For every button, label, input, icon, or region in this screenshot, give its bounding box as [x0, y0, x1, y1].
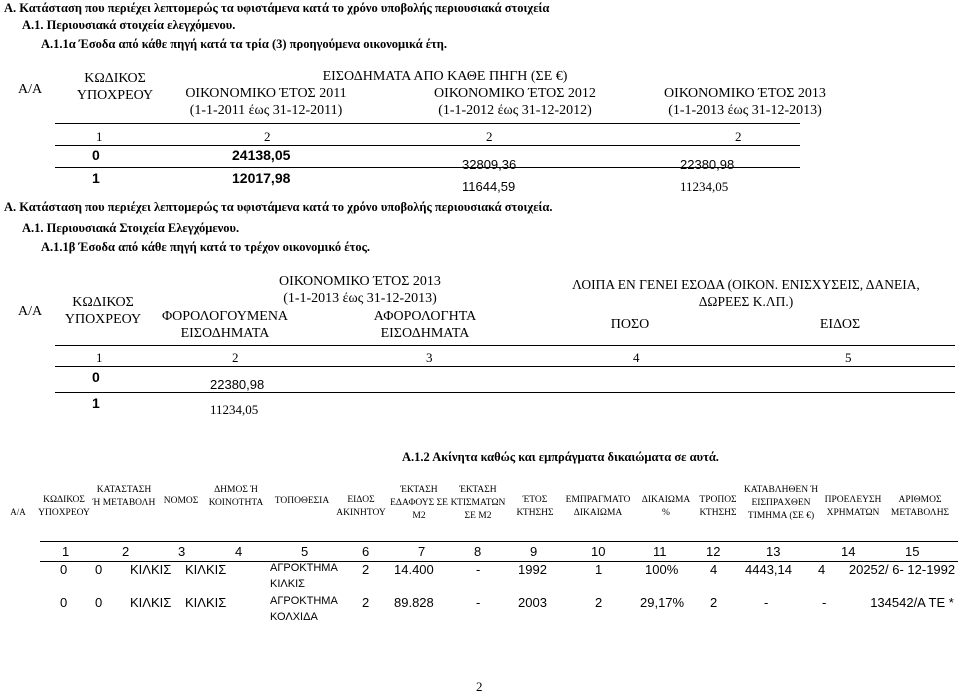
- t2-row-rule: [55, 366, 955, 367]
- t3-row1-land-area: 89.828: [394, 595, 434, 610]
- t3-row0-percent: 100%: [645, 562, 679, 577]
- t3-colnum: 8: [474, 544, 482, 559]
- t3-colnum: 10: [591, 544, 606, 559]
- t1-header-2013-line2: (1-1-2013 έως 31-12-2013): [668, 103, 822, 118]
- t1-row1-2013: 11234,05: [680, 179, 729, 194]
- t1-header-2011-line2: (1-1-2011 έως 31-12-2011): [189, 103, 343, 118]
- t3-colnum: 6: [362, 544, 370, 559]
- t2-header-other-line2: ΔΩΡΕΕΣ Κ.ΛΠ.): [698, 294, 794, 309]
- t3-header-location: ΤΟΠΟΘΕΣΙΑ: [274, 496, 330, 506]
- t2-header-code-line2: ΥΠΟΧΡΕΟΥ: [64, 312, 142, 327]
- t1-row-rule: [55, 167, 800, 168]
- t3-row1-year: 2003: [518, 595, 547, 610]
- t2-header-taxed-line2: ΕΙΣΟΔΗΜΑΤΑ: [180, 326, 270, 341]
- t2-header-aa: Α/Α: [18, 304, 43, 319]
- t1-group-header: ΕΙΣΟΔΗΜΑΤΑ ΑΠΟ ΚΑΘΕ ΠΗΓΗ (ΣΕ €): [322, 69, 568, 84]
- t3-row0-land-area: 14.400: [394, 562, 434, 577]
- t1-row1-2011: 12017,98: [232, 170, 291, 186]
- t3-row0-origin: 4: [818, 562, 826, 577]
- t2-header-code-line1: ΚΩΔΙΚΟΣ: [72, 295, 134, 310]
- t1-row0-2011: 24138,05: [232, 147, 291, 163]
- t3-colnum: 5: [301, 544, 309, 559]
- t3-row0-location: ΑΓΡΟΚΤΗΜΑ ΚΙΛΚΙΣ: [270, 562, 338, 590]
- t3-row0-type: 2: [362, 562, 370, 577]
- t1-header-2012-line1: ΟΙΚΟΝΟΜΙΚΟ ΈΤΟΣ 2012: [434, 86, 596, 101]
- t3-row1-change-number: 134542/Α ΤΕ *: [870, 595, 954, 610]
- section2-subtitle: Α.1. Περιουσιακά Στοιχεία Ελεγχόμενου.: [22, 221, 240, 235]
- t2-header-other-line1: ΛΟΙΠΑ ΕΝ ΓΕΝΕΙ ΕΣΟΔΑ (ΟΙΚΟΝ. ΕΝΙΣΧΥΣΕΙΣ, ΔΑΝΕΙΑ,: [572, 277, 920, 292]
- t1-colnum: 2: [486, 129, 493, 144]
- t1-row1-code: 1: [92, 170, 100, 186]
- t2-row0-taxed: 22380,98: [210, 377, 265, 392]
- t2-colnum: 3: [426, 350, 433, 365]
- t2-colnum: 4: [633, 350, 640, 365]
- t1-row1-2012: 11644,59: [462, 179, 516, 194]
- t3-header-building-area: ΈΚΤΑΣΗ ΚΤΙΣΜΑΤΩΝ ΣΕ Μ2: [450, 485, 506, 521]
- t3-row0-building-area: -: [476, 562, 481, 577]
- t1-row0-2012: 32809,36: [462, 157, 517, 172]
- t3-header-year: ΈΤΟΣ ΚΤΗΣΗΣ: [516, 495, 554, 518]
- t3-row1-type: 2: [362, 595, 370, 610]
- t3-header-municipality: ΔΗΜΟΣ Ή ΚΟΙΝΟΤΗΤΑ: [208, 485, 264, 508]
- t3-row1-building-area: -: [476, 595, 481, 610]
- t3-row1-percent: 29,17%: [640, 595, 685, 610]
- t3-row0-aa: 0: [60, 562, 68, 577]
- t1-header-2012-line2: (1-1-2012 έως 31-12-2012): [438, 103, 592, 118]
- t2-header-year-line2: (1-1-2013 έως 31-12-2013): [283, 291, 437, 306]
- t3-header-code: ΚΩΔΙΚΟΣ ΥΠΟΧΡΕΟΥ: [38, 495, 90, 518]
- t2-header-taxed-line1: ΦΟΡΟΛΟΓΟΥΜΕΝΑ: [161, 309, 289, 324]
- t3-row0-right: 1: [595, 562, 603, 577]
- t3-colnum: 1: [62, 544, 70, 559]
- t1-row-rule: [55, 145, 800, 146]
- t1-header-code-line1: ΚΩΔΙΚΟΣ: [84, 71, 146, 86]
- t3-row0-acquisition: 4: [710, 562, 718, 577]
- t1-row0-code: 0: [92, 147, 100, 163]
- t3-row1-code: 0: [95, 595, 103, 610]
- t1-row0-2013: 22380,98: [680, 157, 735, 172]
- t2-colnum: 1: [96, 350, 103, 365]
- t2-row-rule: [55, 392, 955, 393]
- t1-colnum: 1: [96, 129, 103, 144]
- t2-row0-code: 0: [92, 369, 100, 385]
- t3-header-money-origin: ΠΡΟΕΛΕΥΣΗ ΧΡΗΜΑΤΩΝ: [824, 495, 882, 518]
- t3-header-aa: Α/Α: [10, 507, 26, 517]
- t3-header-rule: [40, 541, 958, 542]
- section2-title: Α. Κατάσταση που περιέχει λεπτομερώς τα υφιστάμενα κατά το χρόνο υποβολής περιουσιακά στοιχεία.: [4, 200, 553, 214]
- t3-colnum: 7: [418, 544, 426, 559]
- t3-header-right-percent: ΔΙΚΑΙΩΜΑ %: [641, 495, 691, 518]
- t3-row0-change-number: 20252/ 6- 12-1992: [848, 562, 956, 577]
- t3-colnum: 9: [530, 544, 538, 559]
- t3-row1-right: 2: [595, 595, 603, 610]
- t2-header-untaxed-line1: ΑΦΟΡΟΛΟΓΗΤΑ: [373, 309, 477, 324]
- t3-header-property-type: ΕΙΔΟΣ ΑΚΙΝΗΤΟΥ: [336, 495, 386, 518]
- t3-row1-acquisition: 2: [710, 595, 718, 610]
- t3-colnum: 11: [653, 544, 667, 559]
- t3-row1-aa: 0: [60, 595, 68, 610]
- t3-colnum: 3: [178, 544, 186, 559]
- t3-row1-municipality: ΚΙΛΚΙΣ: [185, 595, 227, 610]
- t3-header-right: ΕΜΠΡΑΓΜΑΤΟ ΔΙΚΑΙΩΜΑ: [565, 495, 631, 518]
- page-number: 2: [476, 679, 483, 694]
- t2-row1-code: 1: [92, 395, 100, 411]
- t3-colnum: 13: [766, 544, 781, 559]
- t3-header-status: ΚΑΤΑΣΤΑΣΗ Ή ΜΕΤΑΒΟΛΗ: [92, 485, 156, 508]
- t3-colnum: 14: [841, 544, 856, 559]
- t2-header-year-line1: ΟΙΚΟΝΟΜΙΚΟ ΈΤΟΣ 2013: [279, 274, 441, 289]
- t1-header-2011-line1: ΟΙΚΟΝΟΜΙΚΟ ΈΤΟΣ 2011: [185, 86, 347, 101]
- t3-row1-price: -: [764, 595, 769, 610]
- t3-row0-price: 4443,14: [745, 562, 792, 577]
- t1-header-rule: [55, 123, 800, 124]
- t2-header-amount: ΠΟΣΟ: [610, 317, 650, 332]
- t3-colnum: 12: [706, 544, 721, 559]
- t3-header-prefecture: ΝΟΜΟΣ: [163, 496, 199, 506]
- t2-colnum: 5: [845, 350, 852, 365]
- t3-row0-municipality: ΚΙΛΚΙΣ: [185, 562, 227, 577]
- t2-row1-taxed: 11234,05: [210, 402, 259, 417]
- t3-colnum: 15: [905, 544, 920, 559]
- t3-row1-origin: -: [822, 595, 827, 610]
- t3-colnum: 2: [122, 544, 130, 559]
- t3-row0-year: 1992: [518, 562, 547, 577]
- t1-header-aa: Α/Α: [18, 82, 43, 97]
- t3-header-acquisition: ΤΡΟΠΟΣ ΚΤΗΣΗΣ: [699, 495, 737, 518]
- t3-colnum: 4: [235, 544, 243, 559]
- t2-header-kind: ΕΙΔΟΣ: [819, 317, 861, 332]
- section1-subsubtitle: Α.1.1α Έσοδα από κάθε πηγή κατά τα τρία (3) προηγούμενα οικονομικά έτη.: [41, 37, 448, 51]
- t3-row1-prefecture: ΚΙΛΚΙΣ: [130, 595, 172, 610]
- t3-row0-code: 0: [95, 562, 103, 577]
- t3-header-price: ΚΑΤΑΒΛΗΘΕΝ Ή ΕΙΣΠΡΑΧΘΕΝ ΤΙΜΗΜΑ (ΣΕ €): [743, 485, 819, 521]
- t3-row0-prefecture: ΚΙΛΚΙΣ: [130, 562, 172, 577]
- section3-title: Α.1.2 Ακίνητα καθώς και εμπράγματα δικαιώματα σε αυτά.: [402, 450, 719, 464]
- t3-header-change-number: ΑΡΙΘΜΟΣ ΜΕΤΑΒΟΛΗΣ: [890, 495, 950, 518]
- t2-header-untaxed-line2: ΕΙΣΟΔΗΜΑΤΑ: [380, 326, 470, 341]
- t3-header-land-area: ΈΚΤΑΣΗ ΕΔΑΦΟΥΣ ΣΕ Μ2: [390, 485, 448, 521]
- section2-subsubtitle: Α.1.1β Έσοδα από κάθε πηγή κατά το τρέχον οικονομικό έτος.: [41, 240, 371, 254]
- t2-header-rule: [55, 345, 955, 346]
- t1-header-code-line2: ΥΠΟΧΡΕΟΥ: [76, 88, 154, 103]
- t1-colnum: 2: [735, 129, 742, 144]
- t3-row1-location: ΑΓΡΟΚΤΗΜΑ ΚΟΛΧΙΔΑ: [270, 595, 338, 623]
- t2-colnum: 2: [232, 350, 239, 365]
- section1-title: Α. Κατάσταση που περιέχει λεπτομερώς τα υφιστάμενα κατά το χρόνο υποβολής περιουσιακά στοιχεία: [4, 1, 550, 15]
- t1-header-2013-line1: ΟΙΚΟΝΟΜΙΚΟ ΈΤΟΣ 2013: [664, 86, 826, 101]
- section1-subtitle: Α.1. Περιουσιακά στοιχεία ελεγχόμενου.: [22, 18, 236, 32]
- t1-colnum: 2: [264, 129, 271, 144]
